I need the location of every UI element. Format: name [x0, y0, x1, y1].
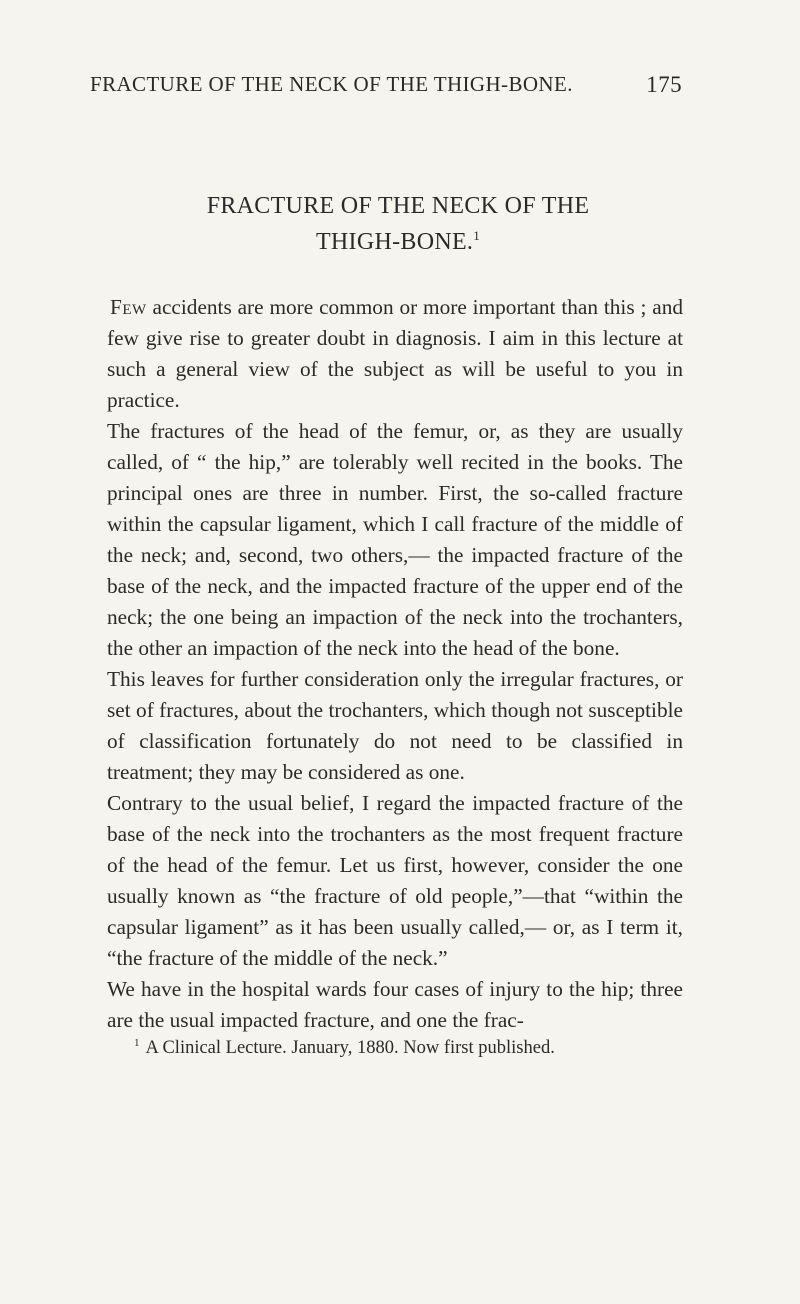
paragraph-1-lead: Few	[110, 295, 147, 319]
chapter-title-line2: THIGH-BONE.	[315, 229, 474, 255]
footnote-reference[interactable]: 1	[473, 228, 481, 243]
running-head-title: FRACTURE OF THE NECK OF THE THIGH-BONE.	[90, 72, 573, 96]
paragraph-3: This leaves for further consideration only the irregular fractures, or set of fractures, about the trochanters, which though not susceptible of classification fortunately do not need to be classified in treatment; they may be considered as one.	[107, 667, 683, 784]
body-text	[107, 292, 683, 1036]
paragraph-2: The fractures of the head of the femur, or, as they are usually called, of “ the hip,” are tolerably well recited in the books. The principal ones are three in number. First, the so-called fracture within the capsular ligament, which I call fracture of the middle of the neck; and, second, two others,— the impacted fracture of the base of the neck, and the impacted fracture of the upper end of the neck; the one being an impaction of the neck into the trochanters, the other an impaction of the neck into the head of the bone.	[107, 419, 683, 660]
paragraph-1	[107, 292, 683, 416]
footnote-text: A Clinical Lecture. January, 1880. Now first published.	[145, 1038, 555, 1058]
paragraph-1-rest: accidents are more common or more important than this ; and few give rise to greater doubt in diagnosis. I aim in this lecture at such a general view of the subject as will be useful to you in practice.	[107, 295, 683, 412]
footnote-marker: 1	[134, 1036, 140, 1049]
paragraph-5: We have in the hospital wards four cases of injury to the hip; three are the usual impacted fracture, and one the frac-	[107, 977, 683, 1032]
footnote	[134, 1035, 694, 1061]
chapter-title-line1: FRACTURE OF THE NECK OF THE	[206, 193, 590, 219]
paragraph-4: Contrary to the usual belief, I regard the impacted fracture of the base of the neck into the trochanters as the most frequent fracture of the head of the femur. Let us first, however, consider the one usually known as “the fracture of old people,”—that “within the capsular ligament” as it has been usually called,— or, as I term it, “the fracture of the middle of the neck.”	[107, 791, 683, 970]
page-number: 175	[646, 72, 682, 97]
chapter-title-line2-wrap	[98, 224, 698, 260]
chapter-title	[98, 188, 698, 260]
